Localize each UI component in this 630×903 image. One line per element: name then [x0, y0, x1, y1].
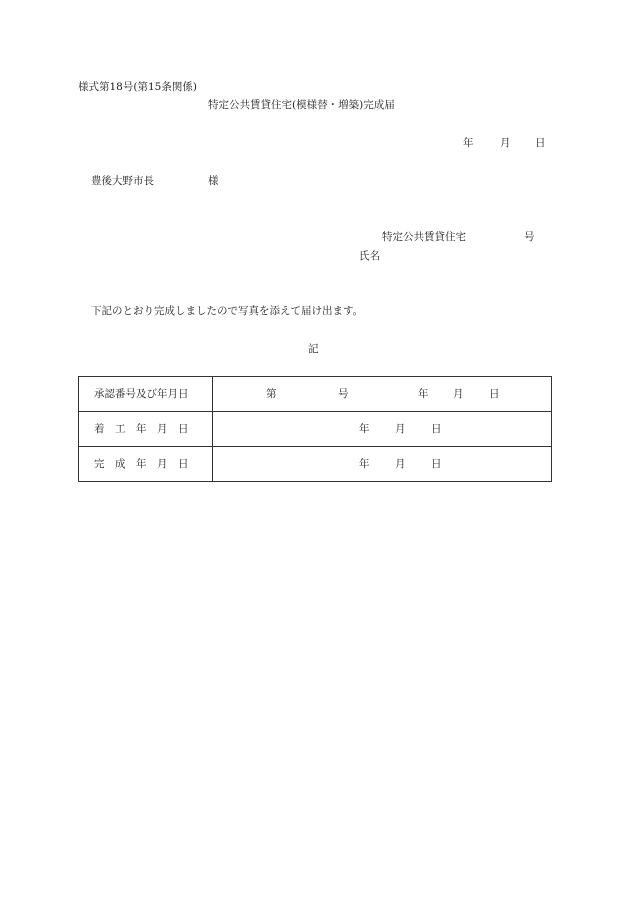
table-row	[79, 377, 552, 412]
table-label-cell	[79, 447, 213, 482]
addressee-honorific: 様	[208, 175, 219, 187]
table-value-cell	[213, 447, 552, 482]
completion-month: 月	[395, 458, 406, 470]
table-label-cell	[79, 412, 213, 447]
row-label-start: 着 工 年 月 日	[94, 423, 189, 435]
approval-day: 日	[489, 388, 500, 400]
table-row	[79, 412, 552, 447]
row-label-approval: 承認番号及び年月日	[94, 388, 189, 400]
table-value-cell	[213, 412, 552, 447]
row-label-completion: 完 成 年 月 日	[94, 458, 189, 470]
addressee-name: 豊後大野市長	[91, 175, 154, 187]
date-month-label: 月	[500, 137, 511, 149]
date-day-label: 日	[535, 137, 546, 149]
applicant-name-label: 氏名	[359, 250, 380, 262]
approval-year: 年	[418, 388, 429, 400]
completion-year: 年	[359, 458, 370, 470]
start-day: 日	[431, 423, 442, 435]
form-number: 様式第18号(第15条関係)	[78, 81, 197, 93]
approval-month: 月	[453, 388, 464, 400]
date-year-label: 年	[463, 137, 474, 149]
housing-label: 特定公共賃貸住宅	[382, 231, 466, 243]
ki-heading: 記	[308, 343, 319, 355]
start-year: 年	[359, 423, 370, 435]
approval-go: 号	[338, 388, 349, 400]
table-row	[79, 447, 552, 482]
details-table	[78, 376, 552, 482]
approval-dai: 第	[266, 388, 277, 400]
document-title: 特定公共賃貸住宅(模様替・増築)完成届	[208, 99, 395, 111]
housing-number-suffix: 号	[524, 231, 535, 243]
body-text: 下記のとおり完成しましたので写真を添えて届け出ます。	[91, 305, 364, 317]
start-month: 月	[395, 423, 406, 435]
completion-day: 日	[431, 458, 442, 470]
table-label-cell	[79, 377, 213, 412]
table-value-cell	[213, 377, 552, 412]
